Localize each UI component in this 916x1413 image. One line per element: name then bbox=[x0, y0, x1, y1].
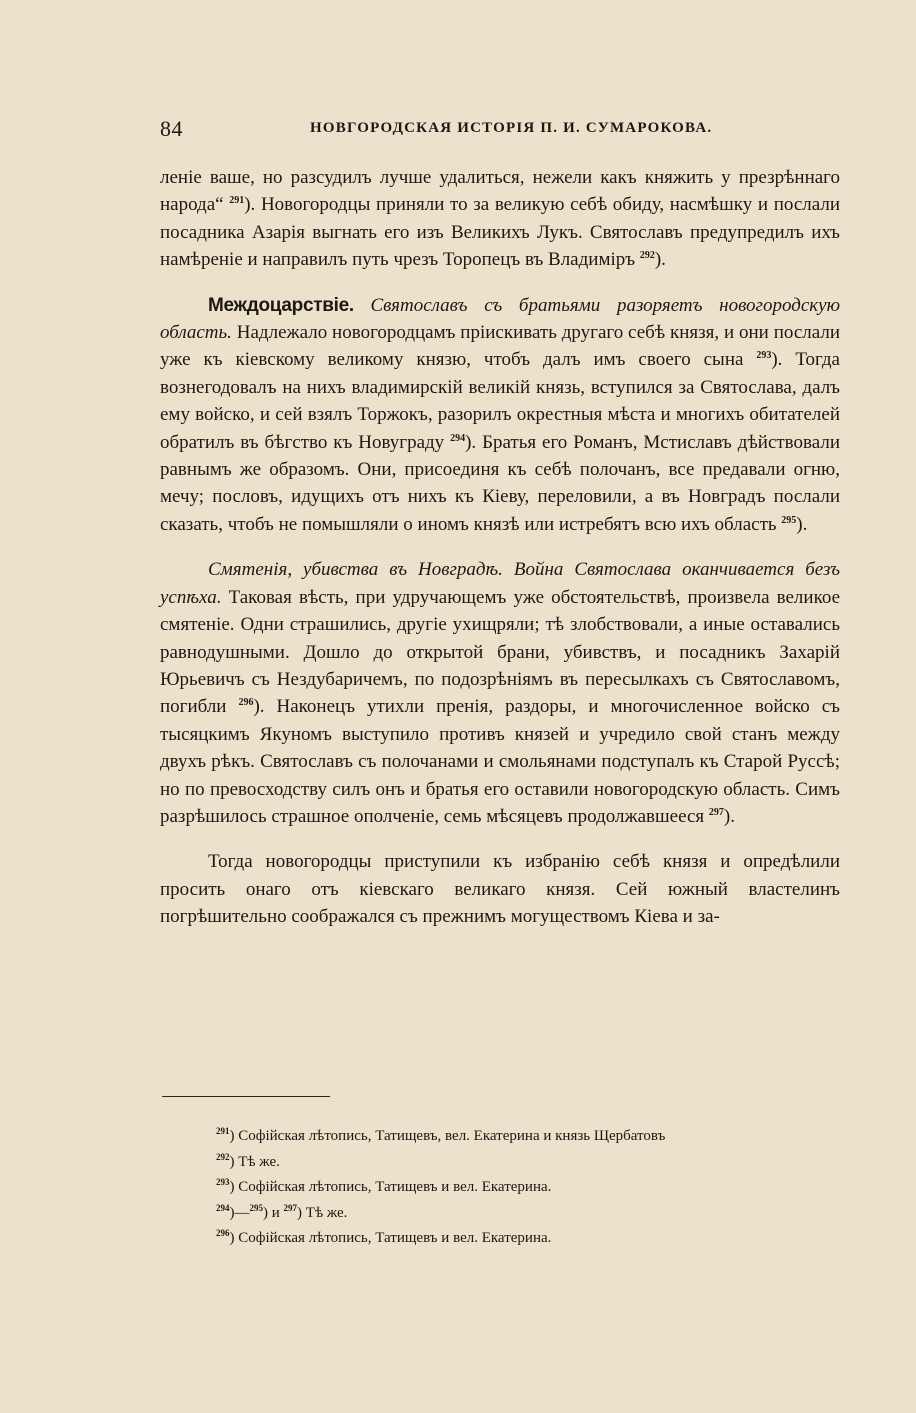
footnote-text: ) Тѣ же. bbox=[297, 1204, 348, 1221]
footnote-text: ) и bbox=[263, 1204, 284, 1221]
body-text bbox=[160, 164, 840, 931]
paragraph-2 bbox=[160, 292, 840, 539]
footnote-number: 296 bbox=[216, 1228, 230, 1238]
text-run: Тогда новогородцы приступили къ избранію себѣ князя и опредѣлили просить онаго отъ кіевскаго великаго князя. Сей южный властелинъ погрѣшительно соображался съ прежнимъ могуществомъ Кіева и за- bbox=[160, 851, 840, 928]
marginal-summary: Святославъ съ братьями разоряетъ новогородскую область. bbox=[160, 294, 840, 344]
footnote-number: 293 bbox=[216, 1177, 230, 1187]
footnote-ref: 294 bbox=[450, 432, 466, 444]
footnote bbox=[216, 1226, 856, 1252]
footnote-number: 291 bbox=[216, 1126, 230, 1136]
footnote-ref: 291 bbox=[229, 195, 245, 207]
footnote-text: ) Софійская лѣтопись, Татищевъ и вел. Екатерина. bbox=[229, 1230, 552, 1246]
running-head: НОВГОРОДСКАЯ ИСТОРІЯ П. И. СУМАРОКОВА. bbox=[310, 120, 713, 136]
text-run: Таковая вѣсть, при удручающемъ уже обстоятельствѣ, произвела великое смятеніе. Одни страшились, другіе ухищряли; тѣ злобствовали, а иные оставались равнодушными. Дошло до открытой брани, убивствъ, и посадникъ Захарій Юрьевичъ съ Нездубаричемъ, по подозрѣніямъ въ пересылкахъ съ Святославомъ, погибли bbox=[160, 586, 840, 718]
footnote bbox=[216, 1201, 856, 1227]
footnote-ref: 295 bbox=[781, 514, 797, 526]
footnote-number: 292 bbox=[216, 1151, 230, 1162]
footnote-text: )— bbox=[229, 1204, 250, 1221]
footnote-number: 295 bbox=[249, 1202, 263, 1213]
paragraph-4 bbox=[160, 848, 840, 930]
footnote-rule bbox=[162, 1096, 330, 1097]
page-number: 84 bbox=[160, 116, 183, 141]
footnote-text: ) Тѣ же. bbox=[229, 1153, 280, 1170]
text-run: ). bbox=[654, 249, 666, 271]
footnote bbox=[216, 1150, 856, 1176]
footnotes bbox=[216, 1124, 856, 1252]
paragraph-1 bbox=[160, 164, 840, 274]
text-run: ). Тогда вознегодовалъ на нихъ владимирскій великій князь, вступился за Святослава, далъ ему войско, и сей взялъ Торжокъ, разорилъ окрестныя мѣста и многихъ обитателей обратилъ въ бѣгство къ Новуграду bbox=[160, 349, 840, 453]
text-run: ). Наконецъ утихли пренія, раздоры, и многочисленное войско съ тысяцкимъ Якуномъ выступило противъ князей и учредило свой станъ между двухъ рѣкъ. Святославъ съ полочанами и смольянами подступалъ къ Старой Руссѣ; но по превосходству силъ онъ и братья его оставили новогородскую область. Симъ разрѣшилось страшное ополченіе, семь мѣсяцевъ продолжавшееся bbox=[160, 696, 840, 827]
footnote-number: 297 bbox=[283, 1202, 298, 1213]
text-run: ). Братья его Романъ, Мстиславъ дѣйствовали равнымъ же образомъ. Они, присоединя къ себѣ полочанъ, все предавали огню, мечу; пословъ, идущихъ отъ нихъ къ Кіеву, переловили, а въ Новградъ послали сказать, чтобъ не помышляли о иномъ князѣ или истребятъ всю ихъ область bbox=[160, 431, 840, 535]
text-run: Надлежало новогородцамъ пріискивать другаго себѣ князя, и они послали уже къ кіевскому великому князю, чтобъ далъ имъ своего сына bbox=[160, 322, 840, 371]
marginal-summary: Смятенія, убивства въ Новградѣ. Война Святослава оканчивается безъ успѣха. bbox=[160, 559, 840, 608]
footnote-ref: 293 bbox=[756, 350, 772, 362]
text-run: ). bbox=[723, 805, 735, 827]
paragraph-3 bbox=[160, 556, 840, 830]
footnote-ref: 292 bbox=[639, 250, 655, 262]
footnote-ref: 297 bbox=[708, 806, 724, 818]
page-header bbox=[160, 116, 840, 146]
footnote-text: ) Софійская лѣтопись, Татищевъ, вел. Екатерина и князь Щербатовъ bbox=[229, 1128, 666, 1144]
footnote-number: 294 bbox=[216, 1202, 230, 1213]
text-run: ). bbox=[796, 513, 808, 535]
footnote-ref: 296 bbox=[238, 697, 254, 709]
footnote bbox=[216, 1124, 856, 1150]
text-run: леніе ваше, но разсудилъ лучше удалиться, нежели какъ княжить у презрѣннаго народа“ bbox=[160, 167, 840, 216]
section-heading: Междоцарствіе. bbox=[208, 294, 354, 316]
footnote bbox=[216, 1175, 856, 1201]
footnote-text: ) Софійская лѣтопись, Татищевъ и вел. Екатерина. bbox=[229, 1179, 552, 1195]
text-run: ). Новогородцы приняли то за великую себѣ обиду, насмѣшку и послали посадника Азарія выгнать его изъ Великихъ Лукъ. Святославъ предупредилъ ихъ намѣреніе и направилъ путь чрезъ Торопецъ въ Владиміръ bbox=[160, 194, 840, 271]
